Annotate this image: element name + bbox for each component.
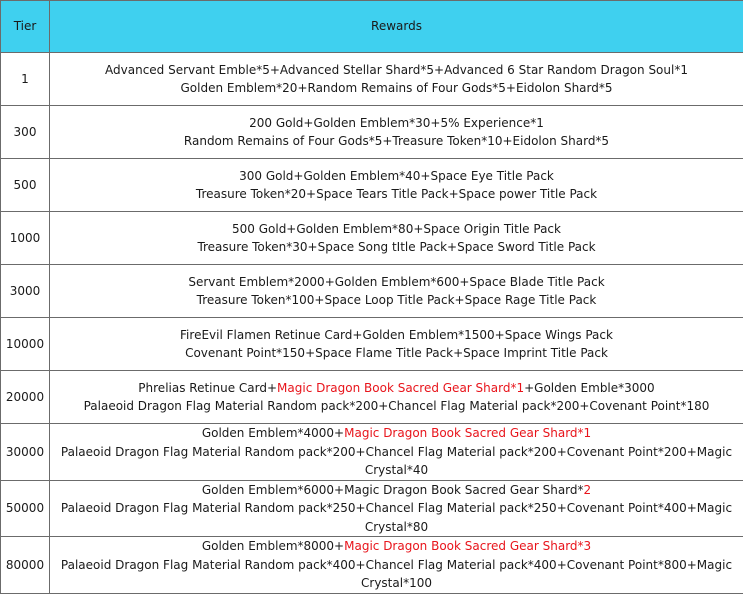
reward-text: Phrelias Retinue Card+ (138, 381, 277, 395)
tier-column-header: Tier (1, 1, 50, 53)
reward-text: Golden Emblem*20+Random Remains of Four Gods*5+Eidolon Shard*5 (180, 81, 612, 95)
rewards-cell (50, 318, 743, 371)
table-row (1, 53, 743, 106)
reward-line (52, 379, 741, 398)
reward-text: Treasure Token*30+Space Song tItle Pack+Space Sword Title Pack (197, 240, 595, 254)
table-row (1, 212, 743, 265)
reward-text: Golden Emblem*4000+ (202, 426, 344, 440)
table-row (1, 265, 743, 318)
rewards-cell (50, 537, 743, 594)
rewards-cell (50, 265, 743, 318)
reward-line (52, 132, 741, 151)
tier-cell: 500 (1, 159, 50, 212)
table-header-row (1, 1, 743, 53)
reward-line (52, 185, 741, 204)
reward-text: Palaeoid Dragon Flag Material Random pack*200+Chancel Flag Material pack*200+Covenant Point*180 (84, 399, 710, 413)
rewards-column-header: Rewards (50, 1, 743, 53)
reward-text: Crystal*80 (365, 520, 428, 534)
tier-cell: 80000 (1, 537, 50, 594)
reward-line (52, 424, 741, 443)
reward-text: Palaeoid Dragon Flag Material Random pack*250+Chancel Flag Material pack*250+Covenant Point*400+Magic (61, 501, 732, 515)
reward-line (52, 574, 741, 593)
reward-line (52, 397, 741, 416)
reward-text: 500 Gold+Golden Emblem*80+Space Origin Title Pack (232, 222, 561, 236)
reward-line (52, 220, 741, 239)
tier-cell: 10000 (1, 318, 50, 371)
tier-cell: 3000 (1, 265, 50, 318)
reward-line (52, 537, 741, 556)
reward-line (52, 273, 741, 292)
reward-text: 300 Gold+Golden Emblem*40+Space Eye Title Pack (239, 169, 554, 183)
reward-text: 200 Gold+Golden Emblem*30+5% Experience*1 (249, 116, 544, 130)
reward-text: Golden Emblem*6000+Magic Dragon Book Sacred Gear Shard* (202, 483, 584, 497)
table-body (1, 53, 743, 594)
table-row (1, 424, 743, 481)
reward-line (52, 461, 741, 480)
reward-line (52, 61, 741, 80)
tier-cell: 50000 (1, 480, 50, 537)
reward-line (52, 326, 741, 345)
reward-text: Golden Emblem*8000+ (202, 539, 344, 553)
reward-text: +Golden Emble*3000 (524, 381, 655, 395)
table-row (1, 371, 743, 424)
reward-line (52, 79, 741, 98)
tier-cell: 20000 (1, 371, 50, 424)
table-row (1, 106, 743, 159)
highlighted-reward-text: Magic Dragon Book Sacred Gear Shard*1 (277, 381, 524, 395)
table-row (1, 480, 743, 537)
reward-text: Advanced Servant Emble*5+Advanced Stellar Shard*5+Advanced 6 Star Random Dragon Soul*1 (105, 63, 688, 77)
reward-line (52, 167, 741, 186)
rewards-cell (50, 106, 743, 159)
table-row (1, 318, 743, 371)
reward-line (52, 499, 741, 518)
reward-text: Treasure Token*100+Space Loop Title Pack+Space Rage Title Pack (197, 293, 597, 307)
rewards-cell (50, 424, 743, 481)
rewards-cell (50, 212, 743, 265)
highlighted-reward-text: Magic Dragon Book Sacred Gear Shard*1 (344, 426, 591, 440)
tier-cell: 1 (1, 53, 50, 106)
highlighted-reward-text: 2 (584, 483, 592, 497)
reward-line (52, 344, 741, 363)
reward-text: Crystal*100 (361, 576, 432, 590)
tier-cell: 300 (1, 106, 50, 159)
reward-text: FireEvil Flamen Retinue Card+Golden Emblem*1500+Space Wings Pack (180, 328, 613, 342)
rewards-cell (50, 53, 743, 106)
reward-text: Crystal*40 (365, 463, 428, 477)
tier-cell: 1000 (1, 212, 50, 265)
reward-line (52, 114, 741, 133)
reward-line (52, 238, 741, 257)
reward-line (52, 518, 741, 537)
table-row (1, 159, 743, 212)
reward-text: Palaeoid Dragon Flag Material Random pack*400+Chancel Flag Material pack*400+Covenant Point*800+Magic (61, 558, 732, 572)
rewards-cell (50, 480, 743, 537)
reward-text: Random Remains of Four Gods*5+Treasure Token*10+Eidolon Shard*5 (184, 134, 609, 148)
rewards-cell (50, 159, 743, 212)
rewards-cell (50, 371, 743, 424)
reward-line (52, 443, 741, 462)
reward-line (52, 291, 741, 310)
reward-text: Servant Emblem*2000+Golden Emblem*600+Space Blade Title Pack (188, 275, 604, 289)
reward-line (52, 481, 741, 500)
reward-text: Covenant Point*150+Space Flame Title Pack+Space Imprint Title Pack (185, 346, 608, 360)
table-row (1, 537, 743, 594)
tier-cell: 30000 (1, 424, 50, 481)
highlighted-reward-text: Magic Dragon Book Sacred Gear Shard*3 (344, 539, 591, 553)
reward-text: Palaeoid Dragon Flag Material Random pack*200+Chancel Flag Material pack*200+Covenant Point*200+Magic (61, 445, 732, 459)
reward-text: Treasure Token*20+Space Tears Title Pack+Space power Title Pack (196, 187, 597, 201)
reward-line (52, 556, 741, 575)
